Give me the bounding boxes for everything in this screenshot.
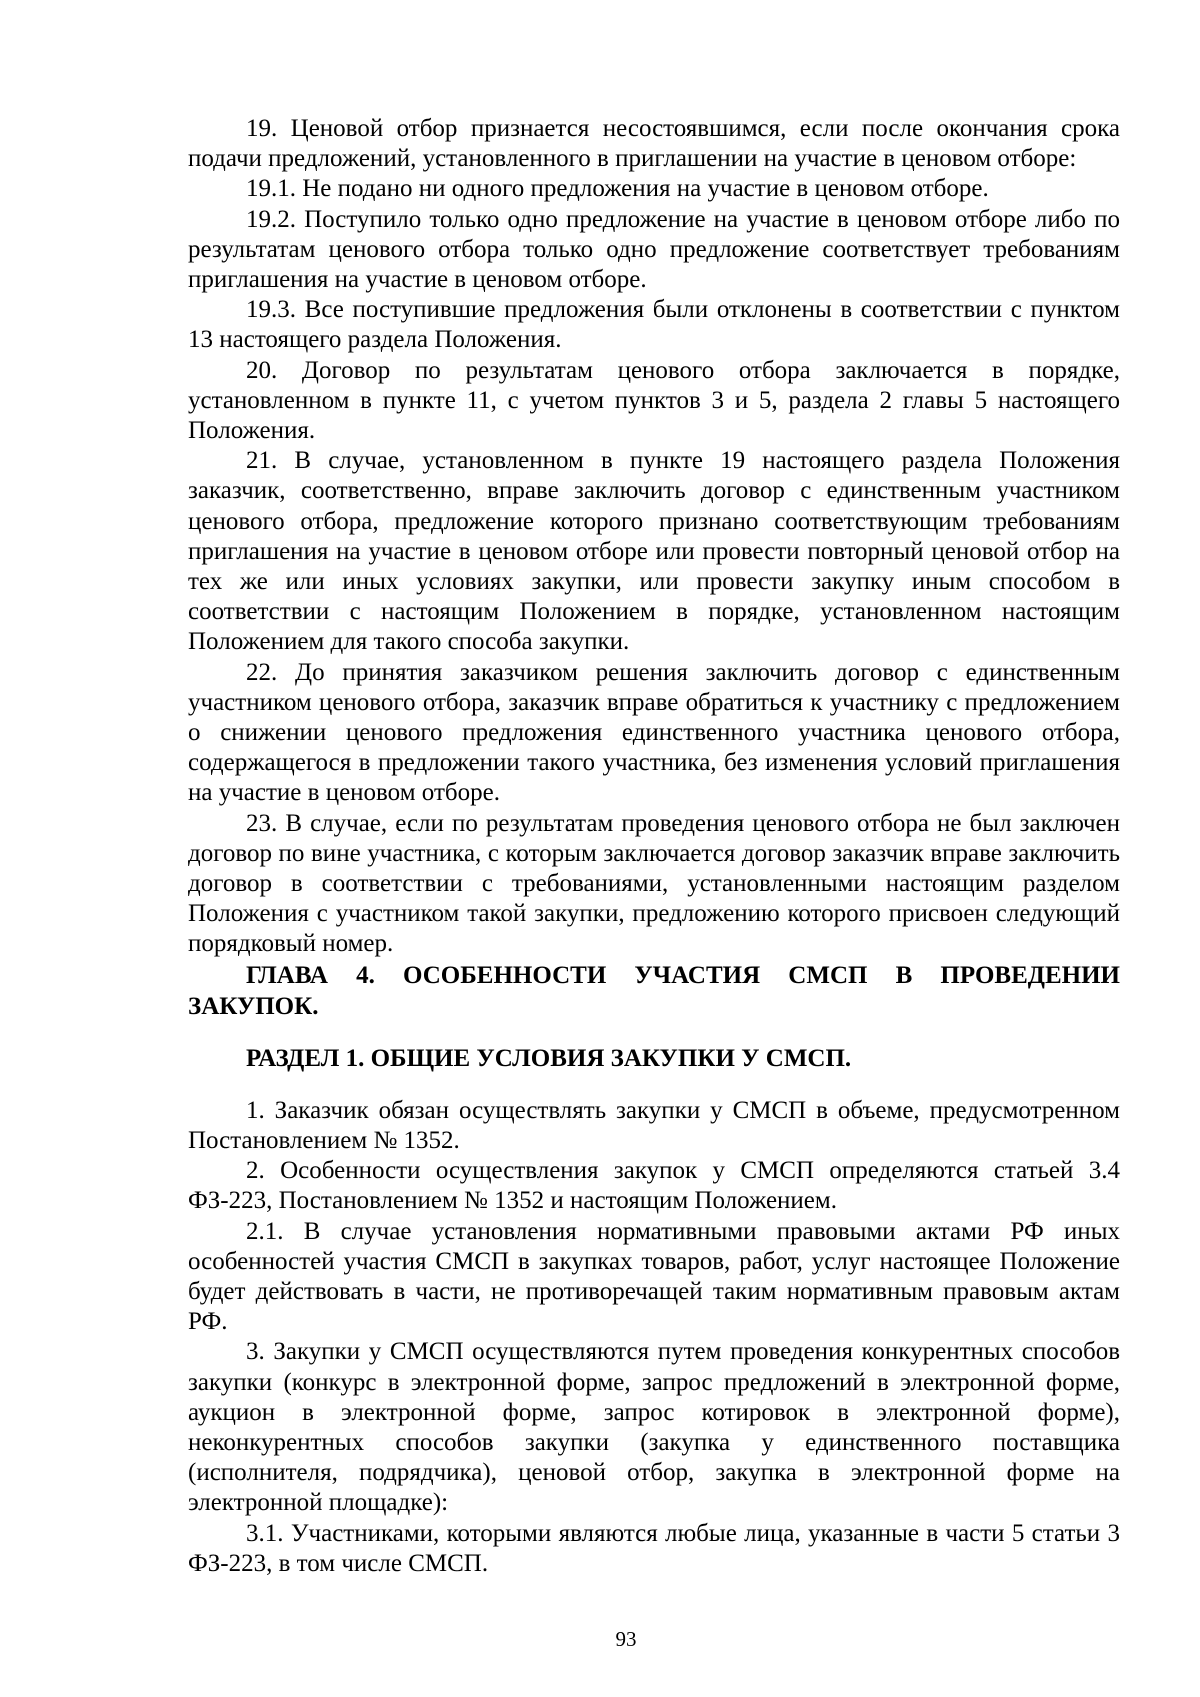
chapter-heading: ГЛАВА 4. ОСОБЕННОСТИ УЧАСТИЯ СМСП В ПРОВЕДЕНИИ ЗАКУПОК.	[188, 961, 1120, 1020]
paragraph-19-1: 19.1. Не подано ни одного предложения на участие в ценовом отборе.	[246, 175, 989, 203]
section-heading: РАЗДЕЛ 1. ОБЩИЕ УСЛОВИЯ ЗАКУПКИ У СМСП.	[246, 1044, 852, 1072]
paragraph-3-1: 3.1. Участниками, которыми являются любые лица, указанные в части 5 статьи 3 ФЗ-223, в том числе СМСП.	[188, 1519, 1120, 1577]
paragraph-3: 3. Закупки у СМСП осуществляются путем проведения конкурентных способов закупки (конкурс в электронной форме, запрос предложений в электронной форме, аукцион в электронной форме, запрос котировок в электронной форме), неконкурентных способов закупки (закупка у единственного поставщика (исполнителя, подрядчика), ценовой отбор, закупка в электронной форме на электронной площадке):	[188, 1338, 1120, 1517]
paragraph-2-1: 2.1. В случае установления нормативными правовыми актами РФ иных особенностей участия СМСП в закупках товаров, работ, услуг настоящее Положение будет действовать в части, не противоречащей таким нормативным правовым актам РФ.	[188, 1217, 1120, 1336]
paragraph-19: 19. Ценовой отбор признается несостоявшимся, если после окончания срока подачи предложений, установленного в приглашении на участие в ценовом отборе:	[188, 115, 1120, 173]
paragraph-22: 22. До принятия заказчиком решения заключить договор с единственным участником ценового отбора, заказчик вправе обратиться к участнику с предложением о снижении ценового предложения единственного участника ценового отбора, содержащегося в предложении такого участника, без изменения условий приглашения на участие в ценовом отборе.	[188, 658, 1120, 807]
paragraph-23: 23. В случае, если по результатам проведения ценового отбора не был заключен договор по вине участника, с которым заключается договор заказчик вправе заключить договор в соответствии с требованиями, установленными настоящим разделом Положения с участником такой закупки, предложению которого присвоен следующий порядковый номер.	[188, 809, 1120, 958]
paragraph-20: 20. Договор по результатам ценового отбора заключается в порядке, установленном в пункте 11, с учетом пунктов 3 и 5, раздела 2 главы 5 настоящего Положения.	[188, 356, 1120, 445]
paragraph-21: 21. В случае, установленном в пункте 19 настоящего раздела Положения заказчик, соответственно, вправе заключить договор с единственным участником ценового отбора, предложение которого признано соответствующим требованиям приглашения на участие в ценовом отборе или провести повторный ценовой отбор на тех же или иных условиях закупки, или провести закупку иным способом в соответствии с настоящим Положением в порядке, установленном настоящим Положением для такого способа закупки.	[188, 447, 1120, 656]
page-number: 93	[615, 1627, 637, 1651]
paragraph-19-2: 19.2. Поступило только одно предложение на участие в ценовом отборе либо по результатам ценового отбора только одно предложение соответствует требованиям приглашения на участие в ценовом отборе.	[188, 205, 1120, 294]
paragraph-1: 1. Заказчик обязан осуществлять закупки у СМСП в объеме, предусмотренном Постановлением № 1352.	[188, 1096, 1120, 1154]
paragraph-2: 2. Особенности осуществления закупок у СМСП определяются статьей 3.4 ФЗ-223, Постановлением № 1352 и настоящим Положением.	[188, 1157, 1120, 1215]
paragraph-19-3: 19.3. Все поступившие предложения были отклонены в соответствии с пунктом 13 настоящего раздела Положения.	[188, 296, 1120, 354]
document-page	[188, 114, 1120, 1579]
